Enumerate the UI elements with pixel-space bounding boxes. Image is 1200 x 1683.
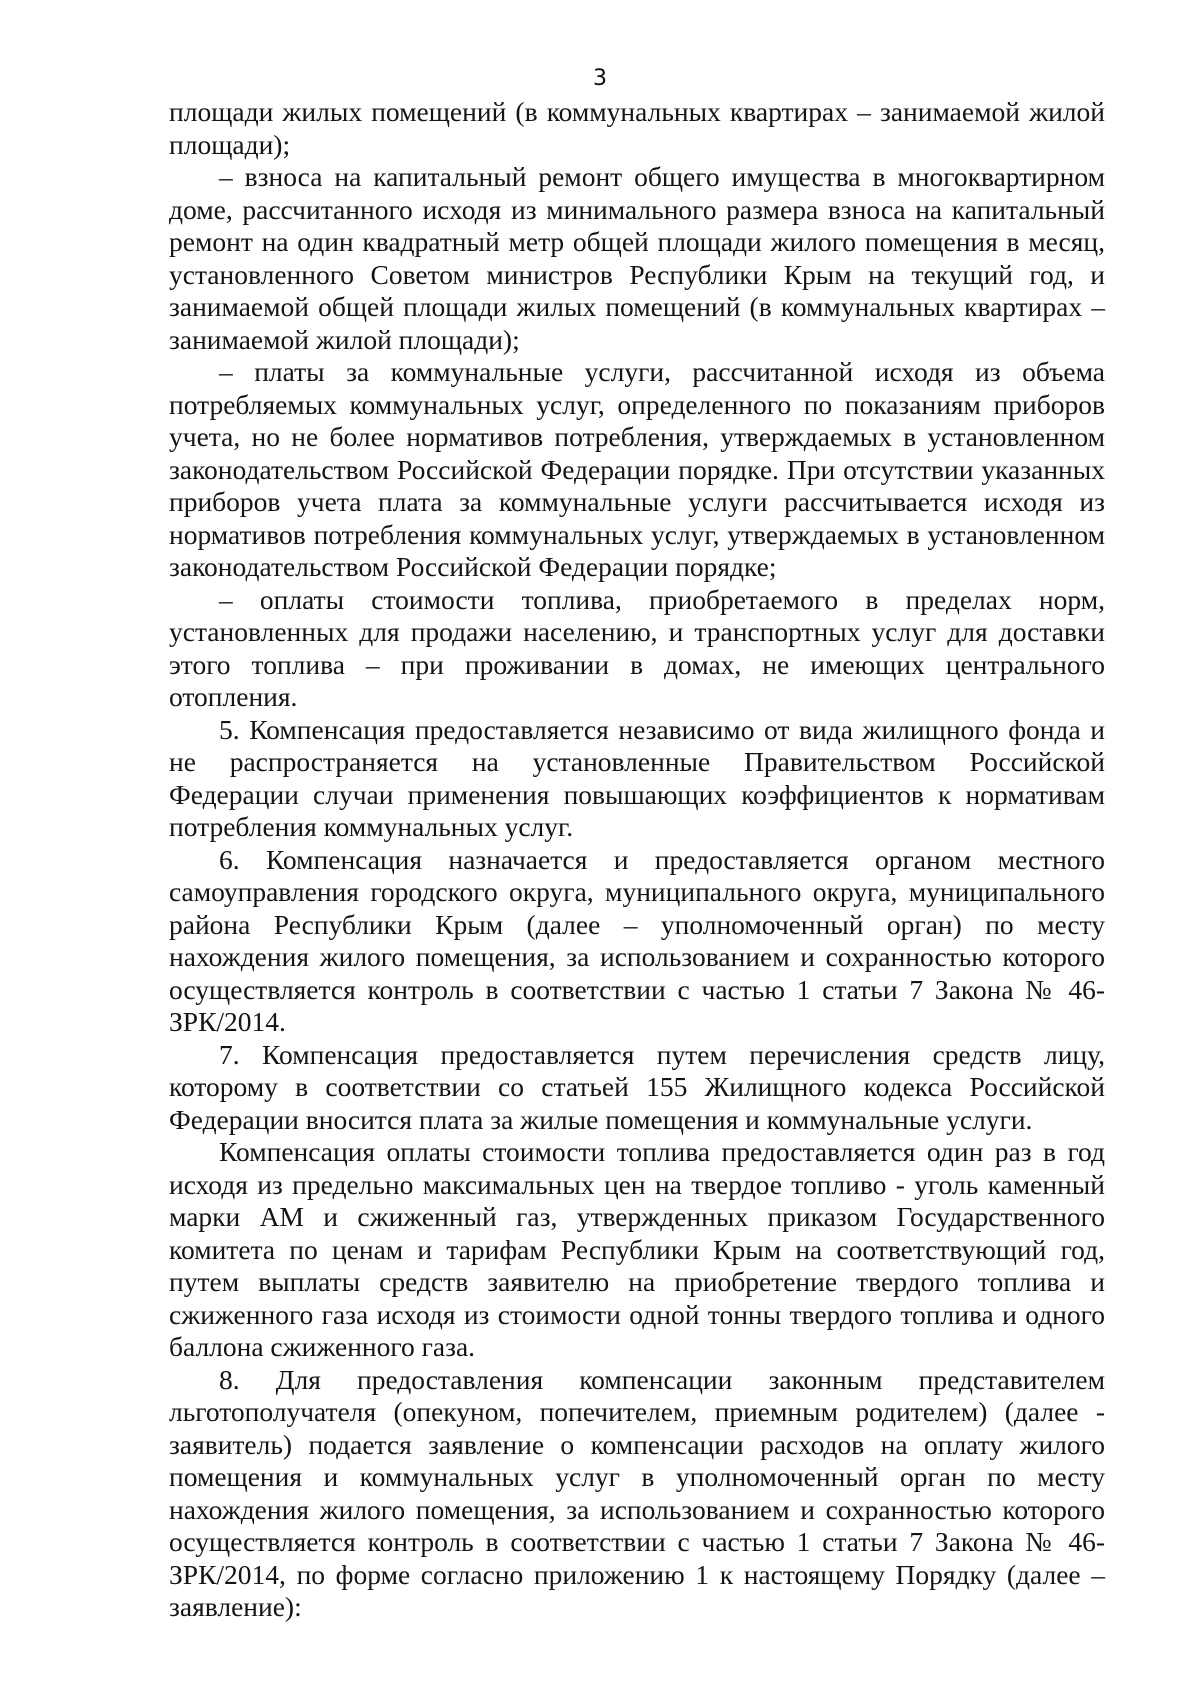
paragraph-fuel-payment: – оплаты стоимости топлива, приобретаемого в пределах норм, установленных для продажи населению, и транспортных услуг для доставки этого топлива – при проживании в домах, не имеющих центрального отопления. [169, 583, 1105, 712]
page-number: 3 [593, 66, 607, 91]
paragraph-clause-5: 5. Компенсация предоставляется независимо от вида жилищного фонда и не распространяется на установленные Правительством Российской Федерации случаи применения повышающих коэффициентов к нормативам потребления коммунальных услуг. [169, 713, 1105, 842]
paragraph-clause-6: 6. Компенсация назначается и предоставляется органом местного самоуправления городского округа, муниципального округа, муниципального района Республики Крым (далее – уполномоченный орган) по месту нахождения жилого помещения, за использованием и сохранностью которого осуществляется контроль в соответствии с частью 1 статьи 7 Закона № 46-ЗРК/2014. [169, 843, 1105, 1037]
paragraph-clause-8: 8. Для предоставления компенсации законным представителем льготополучателя (опекуном, попечителем, приемным родителем) (далее - заявитель) подается заявление о компенсации расходов на оплату жилого помещения и коммунальных услуг в уполномоченный орган по месту нахождения жилого помещения, за использованием и сохранностью которого осуществляется контроль в соответствии с частью 1 статьи 7 Закона № 46-ЗРК/2014, по форме согласно приложению 1 к настоящему Порядку (далее – заявление): [169, 1363, 1105, 1622]
paragraph-fuel-compensation: Компенсация оплаты стоимости топлива предоставляется один раз в год исходя из предельно максимальных цен на твердое топливо - уголь каменный марки АМ и сжиженный газ, утвержденных приказом Государственного комитета по ценам и тарифам Республики Крым на соответствующий год, путем выплаты средств заявителю на приобретение твердого топлива и сжиженного газа исходя из стоимости одной тонны твердого топлива и одного баллона сжиженного газа. [169, 1136, 1105, 1362]
document-body [169, 96, 1105, 1624]
paragraph-utility-payment: – платы за коммунальные услуги, рассчитанной исходя из объема потребляемых коммунальных услуг, определенного по показаниям приборов учета, но не более нормативов потребления, утверждаемых в установленном законодательством Российской Федерации порядке. При отсутствии указанных приборов учета плата за коммунальные услуги рассчитывается исходя из нормативов потребления коммунальных услуг, утверждаемых в установленном законодательством Российской Федерации порядке; [169, 356, 1105, 582]
paragraph-capital-repair-fee: – взноса на капитальный ремонт общего имущества в многоквартирном доме, рассчитанного исходя из минимального размера взноса на капитальный ремонт на один квадратный метр общей площади жилого помещения в месяц, установленного Советом министров Республики Крым на текущий год, и занимаемой общей площади жилых помещений (в коммунальных квартирах – занимаемой жилой площади); [169, 161, 1105, 355]
paragraph-living-area-continuation: площади жилых помещений (в коммунальных квартирах – занимаемой жилой площади); [169, 96, 1105, 160]
paragraph-clause-7: 7. Компенсация предоставляется путем перечисления средств лицу, которому в соответствии со статьей 155 Жилищного кодекса Российской Федерации вносится плата за жилые помещения и коммунальные услуги. [169, 1038, 1105, 1135]
